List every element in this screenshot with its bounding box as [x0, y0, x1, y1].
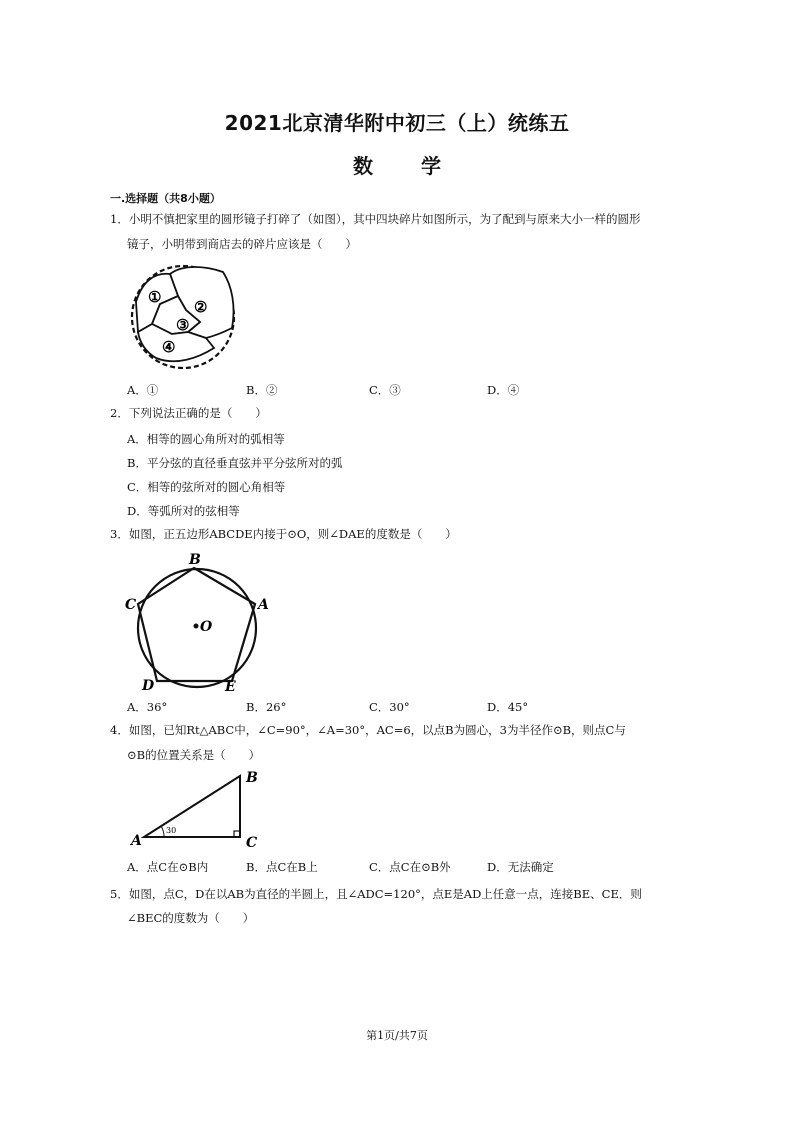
vertex-b: B: [246, 770, 258, 786]
page-footer: 第1页/共7页: [366, 1029, 428, 1042]
q2-stem: 2．下列说法正确的是（ ）: [110, 406, 267, 420]
q2-option-b[interactable]: B．平分弦的直径垂直弦并平分弦所对的弧: [127, 456, 343, 470]
triangle: [144, 776, 240, 837]
subject-char-2: 学: [421, 154, 441, 178]
q4-triangle-figure: [128, 766, 268, 850]
label-2: ②: [194, 298, 208, 316]
q3-option-b[interactable]: B．26°: [246, 700, 287, 714]
page-title: 2021北京清华附中初三（上）统练五: [224, 111, 570, 135]
center-label: O: [200, 619, 213, 635]
q4-option-c[interactable]: C．点C在⊙B外: [369, 860, 451, 874]
angle-arc: [161, 826, 164, 837]
label-1: ①: [148, 288, 162, 306]
q2-option-d[interactable]: D．等弧所对的弦相等: [127, 504, 240, 518]
q3-stem: 3．如图，正五边形ABCDE内接于⊙O，则∠DAE的度数是（ ）: [110, 527, 457, 541]
q1-option-b[interactable]: B．②: [246, 383, 278, 397]
vertex-c: C: [246, 835, 258, 850]
q1-broken-mirror-figure: [128, 262, 240, 372]
q5-line2: ∠BEC的度数为（ ）: [127, 911, 255, 925]
label-4: ④: [162, 338, 176, 356]
q3-option-c[interactable]: C．30°: [369, 700, 410, 714]
vertex-c: C: [125, 597, 137, 613]
q4-option-d[interactable]: D．无法确定: [487, 860, 554, 874]
q1-line1: 1．小明不慎把家里的圆形镜子打碎了（如图），其中四块碎片如图所示，为了配到与原来大小一样的圆形: [110, 212, 641, 226]
vertex-a: A: [258, 597, 269, 613]
q3-option-d[interactable]: D．45°: [487, 700, 529, 714]
vertex-b: B: [189, 552, 201, 568]
subject-heading: [0, 150, 794, 179]
q1-option-a[interactable]: A．①: [127, 383, 159, 397]
vertex-d: D: [142, 678, 155, 694]
q3-pentagon-figure: [122, 548, 277, 696]
vertex-e: E: [225, 679, 236, 695]
vertex-a: A: [131, 833, 142, 849]
q1-option-c[interactable]: C．③: [369, 383, 401, 397]
q2-option-c[interactable]: C．相等的弦所对的圆心角相等: [127, 480, 286, 494]
section-heading: 一.选择题（共8小题）: [110, 192, 221, 205]
q5-line1: 5．如图，点C，D在以AB为直径的半圆上，且∠ADC=120°，点E是AD上任意一点，连接BE、CE．则: [110, 887, 642, 901]
q3-option-a[interactable]: A．36°: [127, 700, 168, 714]
q1-option-d[interactable]: D．④: [487, 383, 520, 397]
center-point: [194, 624, 199, 629]
q1-line2: 镜子，小明带到商店去的碎片应该是（ ）: [127, 237, 357, 251]
q4-option-b[interactable]: B．点C在B上: [246, 860, 318, 874]
q4-line2: ⊙B的位置关系是（ ）: [127, 748, 261, 762]
q4-option-a[interactable]: A．点C在⊙B内: [127, 860, 209, 874]
angle-label: 30: [166, 826, 177, 835]
label-3: ③: [176, 316, 190, 334]
subject-char-1: 数: [353, 154, 373, 178]
q4-line1: 4．如图，已知Rt△ABC中，∠C=90°，∠A=30°，AC=6，以点B为圆心，3为半径作⊙B，则点C与: [110, 723, 626, 737]
q2-option-a[interactable]: A．相等的圆心角所对的弧相等: [127, 432, 285, 446]
